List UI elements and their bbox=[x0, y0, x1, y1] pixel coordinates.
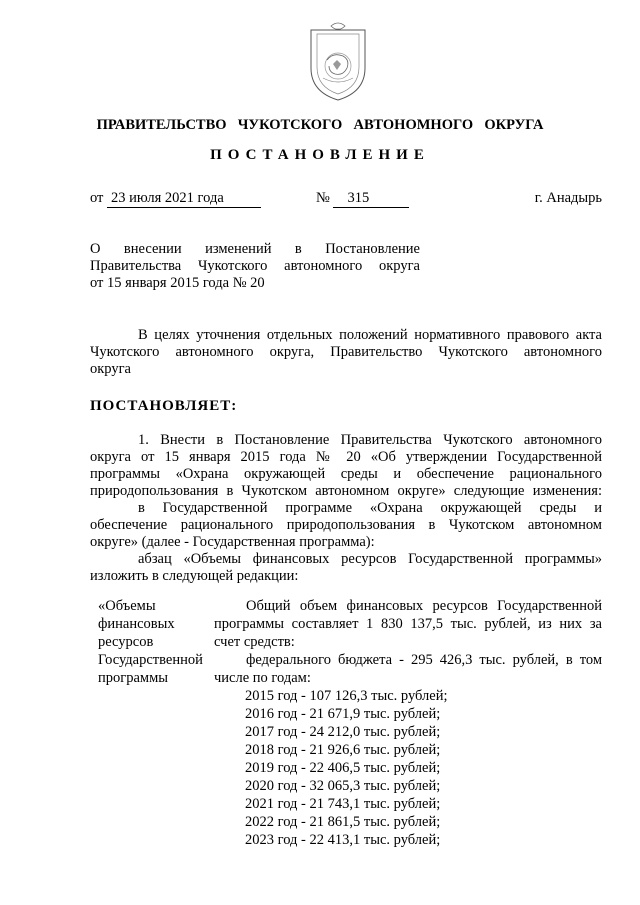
preamble-line: В целях уточнения отдельных положений нормативного правового акта bbox=[138, 327, 602, 343]
document-subject bbox=[90, 241, 420, 292]
city: г. Анадырь bbox=[534, 190, 602, 206]
subject-line: от 15 января 2015 года № 20 bbox=[90, 275, 265, 291]
label-line: ресурсов bbox=[98, 634, 154, 650]
body-line: в Государственной программе «Охрана окружающей среды и bbox=[138, 500, 602, 516]
number-label: № bbox=[316, 190, 330, 206]
document-number: 315 bbox=[333, 190, 409, 208]
value-line: программы составляет 1 830 137,5 тыс. рублей, из них за bbox=[214, 616, 602, 632]
body-line: округе» (далее - Государственная программа): bbox=[90, 534, 375, 550]
subject-line: Правительства Чукотского автономного округа bbox=[90, 258, 420, 274]
year-line: 2016 год - 21 671,9 тыс. рублей; bbox=[245, 706, 441, 722]
body-line: обеспечение рационального природопользования в Чукотском автономном bbox=[90, 517, 602, 533]
preamble-line: Чукотского автономного округа, Правительство Чукотского автономного bbox=[90, 344, 602, 360]
body-line: программы «Охрана окружающей среды и обеспечение рационального bbox=[90, 466, 602, 482]
year-line: 2019 год - 22 406,5 тыс. рублей; bbox=[245, 760, 441, 776]
label-line: программы bbox=[98, 670, 168, 686]
value-line: Общий объем финансовых ресурсов Государственной bbox=[246, 598, 602, 614]
government-title: ПРАВИТЕЛЬСТВО ЧУКОТСКОГО АВТОНОМНОГО ОКРУГА bbox=[96, 117, 544, 133]
resolution-body bbox=[90, 432, 602, 585]
year-line: 2020 год - 32 065,3 тыс. рублей; bbox=[245, 778, 441, 794]
table-value-cell bbox=[214, 597, 602, 849]
value-line: федерального бюджета - 295 426,3 тыс. рублей, в том bbox=[246, 652, 602, 668]
year-line: 2023 год - 22 413,1 тыс. рублей; bbox=[245, 832, 441, 848]
table-label-cell bbox=[98, 597, 218, 687]
label-line: «Объемы bbox=[98, 598, 156, 614]
subject-line: О внесении изменений в Постановление bbox=[90, 241, 420, 257]
body-line: абзац «Объемы финансовых ресурсов Государственной программы» bbox=[138, 551, 602, 567]
date-block bbox=[90, 190, 261, 208]
from-label: от bbox=[90, 190, 104, 206]
value-line: счет средств: bbox=[214, 634, 295, 650]
year-line: 2018 год - 21 926,6 тыс. рублей; bbox=[245, 742, 441, 758]
year-line: 2022 год - 21 861,5 тыс. рублей; bbox=[245, 814, 441, 830]
body-line: изложить в следующей редакции: bbox=[90, 568, 299, 584]
label-line: финансовых bbox=[98, 616, 175, 632]
number-block bbox=[316, 190, 409, 208]
year-line: 2017 год - 24 212,0 тыс. рублей; bbox=[245, 724, 441, 740]
document-type-title: ПОСТАНОВЛЕНИЕ bbox=[210, 147, 430, 163]
coat-of-arms-icon bbox=[303, 20, 373, 104]
body-line: округа от 15 января 2015 года № 20 «Об утверждении Государственной bbox=[90, 449, 602, 465]
document-meta-row bbox=[90, 190, 602, 210]
year-line: 2015 год - 107 126,3 тыс. рублей; bbox=[245, 688, 448, 704]
preamble-line: округа bbox=[90, 361, 131, 377]
label-line: Государственной bbox=[98, 652, 203, 668]
document-date: 23 июля 2021 года bbox=[107, 190, 261, 208]
value-line: числе по годам: bbox=[214, 670, 311, 686]
year-line: 2021 год - 21 743,1 тыс. рублей; bbox=[245, 796, 441, 812]
preamble bbox=[90, 327, 602, 378]
body-line: 1. Внести в Постановление Правительства Чукотского автономного bbox=[138, 432, 602, 448]
resolves-heading: ПОСТАНОВЛЯЕТ: bbox=[90, 398, 238, 414]
body-line: природопользования в Чукотском автономном округе» следующие изменения: bbox=[90, 483, 602, 499]
